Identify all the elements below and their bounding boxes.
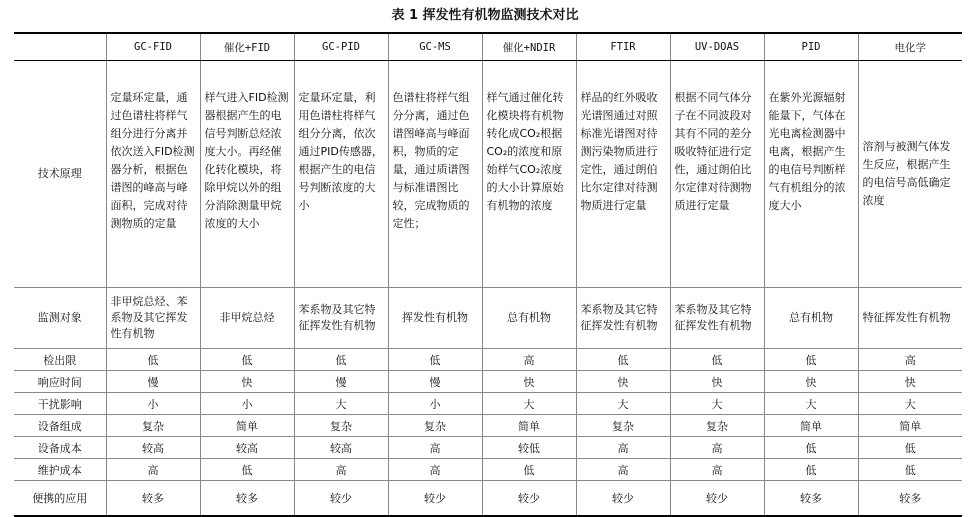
header-cell: 电化学 — [858, 33, 962, 61]
table-cell: 总有机物 — [764, 288, 858, 349]
table-cell: 特征挥发性有机物 — [858, 288, 962, 349]
table-cell: 简单 — [482, 415, 576, 437]
table-cell: 低 — [670, 349, 764, 371]
table-cell: 复杂 — [576, 415, 670, 437]
table-cell: 低 — [576, 349, 670, 371]
table-cell: 慢 — [294, 371, 388, 393]
table-cell: 高 — [388, 459, 482, 481]
table-cell: 小 — [106, 393, 200, 415]
row-label: 技术原理 — [14, 61, 106, 288]
target-row — [14, 288, 962, 349]
table-cell: 较多 — [858, 481, 962, 517]
table-cell: 定量环定量，通过色谱柱将样气组分进行分离并依次送入FID检测器分析，根据色谱图的峰高与峰面积，完成对待测物质的定量 — [106, 61, 200, 288]
table-cell: 较高 — [294, 437, 388, 459]
table-cell: 较少 — [482, 481, 576, 517]
table-caption: 表 1 挥发性有机物监测技术对比 — [391, 8, 579, 23]
table-cell: 较高 — [200, 437, 294, 459]
table-cell: 低 — [106, 349, 200, 371]
table-cell: 较少 — [294, 481, 388, 517]
table-cell: 高 — [388, 437, 482, 459]
table-row — [14, 393, 962, 415]
header-cell: PID — [764, 33, 858, 61]
table-cell: 样气进入FID检测器根据产生的电信号判断总烃浓度大小。再经催化转化模块，将除甲烷以外的组分消除测量甲烷浓度的大小 — [200, 61, 294, 288]
table-cell: 大 — [482, 393, 576, 415]
table-cell: 低 — [764, 349, 858, 371]
table-cell: 简单 — [764, 415, 858, 437]
table-cell: 高 — [482, 349, 576, 371]
table-cell: 复杂 — [388, 415, 482, 437]
table-cell: 简单 — [858, 415, 962, 437]
table-cell: 低 — [294, 349, 388, 371]
table-cell: 快 — [200, 371, 294, 393]
table-cell: 高 — [670, 459, 764, 481]
table-cell: 苯系物及其它特征挥发性有机物 — [670, 288, 764, 349]
table-cell: 总有机物 — [482, 288, 576, 349]
table-cell: 慢 — [106, 371, 200, 393]
table-row — [14, 437, 962, 459]
table-cell: 低 — [482, 459, 576, 481]
table-cell: 挥发性有机物 — [388, 288, 482, 349]
table-cell: 苯系物及其它特征挥发性有机物 — [576, 288, 670, 349]
row-label: 监测对象 — [14, 288, 106, 349]
table-cell: 高 — [858, 349, 962, 371]
table-cell: 较少 — [388, 481, 482, 517]
comparison-table — [14, 32, 962, 517]
row-label: 维护成本 — [14, 459, 106, 481]
table-cell: 较多 — [764, 481, 858, 517]
header-cell: GC-FID — [106, 33, 200, 61]
table-cell: 高 — [576, 459, 670, 481]
table-cell: 高 — [670, 437, 764, 459]
header-cell: 催化+FID — [200, 33, 294, 61]
table-cell: 色谱柱将样气组分分离，通过色谱图峰高与峰面积，物质的定量，通过质谱图与标准谱图比较，完成物质的定性； — [388, 61, 482, 288]
table-cell: 快 — [670, 371, 764, 393]
table-cell: 在紫外光源辐射能量下，气体在光电离检测器中电离，根据产生的电信号判断样气有机组分的浓度大小 — [764, 61, 858, 288]
table-cell: 小 — [200, 393, 294, 415]
table-cell: 复杂 — [294, 415, 388, 437]
table-cell: 快 — [576, 371, 670, 393]
header-cell: UV-DOAS — [670, 33, 764, 61]
table-cell: 低 — [764, 437, 858, 459]
table-cell: 复杂 — [670, 415, 764, 437]
row-label: 设备组成 — [14, 415, 106, 437]
row-label: 响应时间 — [14, 371, 106, 393]
row-label: 设备成本 — [14, 437, 106, 459]
table-cell: 低 — [764, 459, 858, 481]
table-row — [14, 371, 962, 393]
principle-row — [14, 61, 962, 288]
row-label: 便携的应用 — [14, 481, 106, 517]
table-cell: 样品的红外吸收光谱图通过对照标准光谱图对待测污染物质进行定性，通过朗伯比尔定律对待测物质进行定量 — [576, 61, 670, 288]
table-cell: 较多 — [106, 481, 200, 517]
table-cell: 较多 — [200, 481, 294, 517]
table-row — [14, 349, 962, 371]
table-cell: 非甲烷总烃、苯系物及其它挥发性有机物 — [106, 288, 200, 349]
header-cell: 催化+NDIR — [482, 33, 576, 61]
table-cell: 定量环定量，利用色谱柱将样气组分分离，依次通过PID传感器，根据产生的电信号判断浓度的大小 — [294, 61, 388, 288]
table-cell: 大 — [294, 393, 388, 415]
table-row — [14, 415, 962, 437]
table-cell: 低 — [200, 459, 294, 481]
table-cell: 低 — [200, 349, 294, 371]
table-cell: 慢 — [388, 371, 482, 393]
table-cell: 苯系物及其它特征挥发性有机物 — [294, 288, 388, 349]
header-cell: GC-MS — [388, 33, 482, 61]
table-cell: 样气通过催化转化模块将有机物转化成CO₂根据CO₂的浓度和原始样气CO₂浓度的大小计算原始有机物的浓度 — [482, 61, 576, 288]
table-cell: 低 — [858, 437, 962, 459]
table-cell: 大 — [576, 393, 670, 415]
table-cell: 高 — [106, 459, 200, 481]
header-cell — [14, 33, 106, 61]
table-cell: 大 — [858, 393, 962, 415]
row-label: 检出限 — [14, 349, 106, 371]
table-cell: 大 — [764, 393, 858, 415]
table-cell: 非甲烷总烃 — [200, 288, 294, 349]
table-cell: 较低 — [482, 437, 576, 459]
table-cell: 快 — [764, 371, 858, 393]
table-cell: 快 — [482, 371, 576, 393]
table-cell: 溶剂与被测气体发生反应，根据产生的电信号高低确定浓度 — [858, 61, 962, 288]
table-cell: 小 — [388, 393, 482, 415]
table-cell: 较少 — [576, 481, 670, 517]
table-cell: 低 — [388, 349, 482, 371]
table-cell: 复杂 — [106, 415, 200, 437]
table-cell: 较少 — [670, 481, 764, 517]
table-cell: 大 — [670, 393, 764, 415]
header-cell: GC-PID — [294, 33, 388, 61]
table-cell: 快 — [858, 371, 962, 393]
table-cell: 高 — [294, 459, 388, 481]
header-cell: FTIR — [576, 33, 670, 61]
row-label: 干扰影响 — [14, 393, 106, 415]
table-cell: 简单 — [200, 415, 294, 437]
table-row — [14, 459, 962, 481]
table-cell: 高 — [576, 437, 670, 459]
table-cell: 较高 — [106, 437, 200, 459]
table-cell: 低 — [858, 459, 962, 481]
table-row — [14, 481, 962, 517]
header-row — [14, 33, 962, 61]
table-cell: 根据不同气体分子在不同波段对其有不同的差分吸收特征进行定性，通过朗伯比尔定律对待测物质进行定量 — [670, 61, 764, 288]
